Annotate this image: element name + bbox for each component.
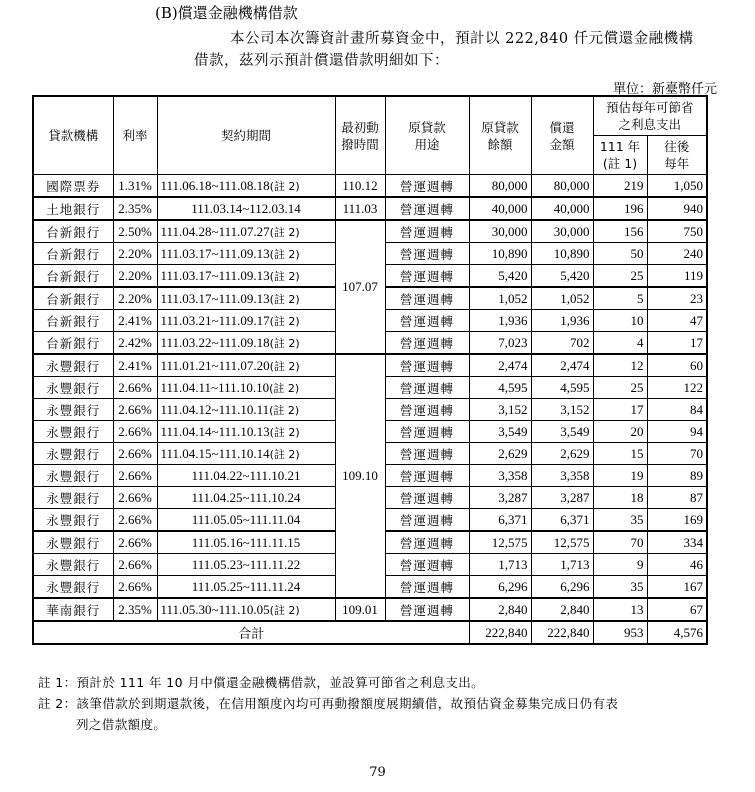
cell-y111: 35 [593, 576, 647, 599]
note-ref: (註 2) [269, 292, 300, 306]
period-text: 111.04.28~111.07.27 [160, 223, 270, 239]
cell-use: 營運週轉 [385, 421, 469, 443]
cell-balance: 1,936 [469, 310, 531, 332]
period-text: 111.04.15~111.10.14 [160, 445, 270, 461]
cell-period [157, 220, 335, 243]
cell-use: 營運週轉 [385, 576, 469, 599]
cell-y111: 13 [593, 598, 647, 621]
cell-period [157, 287, 335, 310]
cell-period [157, 509, 335, 532]
cell-period [157, 354, 335, 377]
cell-period [157, 465, 335, 487]
table-row [33, 197, 707, 220]
cell-period [157, 377, 335, 399]
cell-bank: 永豐銀行 [33, 354, 113, 377]
cell-rate: 2.66% [113, 377, 157, 399]
cell-repay: 1,713 [531, 554, 593, 576]
cell-later: 94 [647, 421, 707, 443]
table-body [33, 175, 707, 645]
cell-later: 84 [647, 399, 707, 421]
cell-balance: 7,023 [469, 332, 531, 355]
period-text: 111.05.25~111.11.24 [191, 578, 301, 594]
cell-y111: 219 [593, 175, 647, 198]
cell-period [157, 175, 335, 198]
cell-use: 營運週轉 [385, 443, 469, 465]
cell-use: 營運週轉 [385, 310, 469, 332]
cell-repay: 2,629 [531, 443, 593, 465]
cell-repay: 3,287 [531, 487, 593, 509]
period-text: 111.03.17~111.09.13 [160, 267, 270, 283]
cell-later: 46 [647, 554, 707, 576]
cell-repay: 2,474 [531, 354, 593, 377]
cell-balance: 1,052 [469, 287, 531, 310]
cell-y111: 18 [593, 487, 647, 509]
note-ref: (註 2) [269, 269, 300, 283]
period-text: 111.05.05~111.11.04 [191, 511, 301, 527]
cell-rate: 2.35% [113, 197, 157, 220]
cell-rate: 2.41% [113, 310, 157, 332]
cell-balance: 3,152 [469, 399, 531, 421]
cell-period [157, 554, 335, 576]
loan-repayment-table [32, 95, 708, 645]
cell-repay: 10,890 [531, 243, 593, 265]
cell-rate: 2.35% [113, 598, 157, 621]
cell-balance: 10,890 [469, 243, 531, 265]
cell-bank: 永豐銀行 [33, 421, 113, 443]
cell-use: 營運週轉 [385, 287, 469, 310]
note-ref: (註 2) [269, 381, 300, 395]
cell-period [157, 332, 335, 355]
cell-y111: 15 [593, 443, 647, 465]
cell-use: 營運週轉 [385, 554, 469, 576]
cell-bank: 台新銀行 [33, 243, 113, 265]
cell-later: 67 [647, 598, 707, 621]
cell-rate: 2.66% [113, 487, 157, 509]
cell-y111: 19 [593, 465, 647, 487]
cell-period [157, 243, 335, 265]
note-ref: (註 2) [269, 425, 300, 439]
period-text: 111.04.25~111.10.24 [191, 489, 301, 505]
cell-y111: 50 [593, 243, 647, 265]
cell-period [157, 487, 335, 509]
cell-period [157, 265, 335, 288]
note-ref: (註 2) [269, 179, 300, 193]
header-bank: 貸款機構 [33, 96, 113, 175]
cell-use: 營運週轉 [385, 332, 469, 355]
total-y111: 953 [593, 621, 647, 644]
cell-period [157, 598, 335, 621]
cell-period [157, 576, 335, 599]
cell-use: 營運週轉 [385, 265, 469, 288]
cell-use: 營運週轉 [385, 598, 469, 621]
cell-balance: 12,575 [469, 531, 531, 554]
cell-balance: 40,000 [469, 197, 531, 220]
cell-rate: 2.66% [113, 465, 157, 487]
table-row [33, 354, 707, 377]
cell-rate: 2.20% [113, 243, 157, 265]
footnote-2-cont: 列之借款額度。 [76, 717, 167, 732]
period-text: 111.06.18~111.08.18 [160, 177, 270, 193]
cell-bank: 永豐銀行 [33, 487, 113, 509]
header-later: 往後 每年 [647, 136, 707, 175]
cell-rate: 2.66% [113, 576, 157, 599]
cell-y111: 5 [593, 287, 647, 310]
cell-repay: 1,052 [531, 287, 593, 310]
cell-bank: 永豐銀行 [33, 465, 113, 487]
cell-use: 營運週轉 [385, 465, 469, 487]
cell-rate: 2.20% [113, 265, 157, 288]
header-repay: 償還 金額 [531, 96, 593, 175]
cell-balance: 6,371 [469, 509, 531, 532]
cell-bank: 台新銀行 [33, 310, 113, 332]
period-text: 111.05.16~111.11.15 [191, 534, 301, 550]
cell-bank: 永豐銀行 [33, 443, 113, 465]
cell-rate: 2.20% [113, 287, 157, 310]
cell-bank: 國際票券 [33, 175, 113, 198]
section-heading: (B)償還金融機構借款 [155, 4, 298, 22]
intro-line-2: 借款，茲列示預計償還借款明細如下： [194, 53, 449, 69]
cell-period [157, 443, 335, 465]
cell-balance: 5,420 [469, 265, 531, 288]
cell-first-draw: 111.03 [335, 197, 385, 220]
cell-bank: 台新銀行 [33, 287, 113, 310]
cell-balance: 30,000 [469, 220, 531, 243]
cell-y111: 9 [593, 554, 647, 576]
footnote-1: 註 1：預計於 111 年 10 月中償還金融機構借款，並設算可節省之利息支出。 [38, 675, 485, 690]
cell-rate: 2.66% [113, 421, 157, 443]
cell-y111: 4 [593, 332, 647, 355]
cell-rate: 2.66% [113, 443, 157, 465]
header-orig-balance: 原貸款 餘額 [469, 96, 531, 175]
note-ref: (註 2) [269, 403, 300, 417]
cell-rate: 2.66% [113, 509, 157, 532]
header-first-draw: 最初動 撥時間 [335, 96, 385, 175]
cell-bank: 台新銀行 [33, 220, 113, 243]
note-ref: (註 2) [269, 336, 300, 350]
cell-period [157, 531, 335, 554]
cell-use: 營運週轉 [385, 487, 469, 509]
cell-rate: 2.66% [113, 531, 157, 554]
cell-later: 87 [647, 487, 707, 509]
cell-y111: 25 [593, 377, 647, 399]
cell-bank: 台新銀行 [33, 265, 113, 288]
cell-rate: 2.42% [113, 332, 157, 355]
cell-rate: 2.41% [113, 354, 157, 377]
cell-period [157, 197, 335, 220]
cell-balance: 4,595 [469, 377, 531, 399]
cell-repay: 702 [531, 332, 593, 355]
cell-later: 750 [647, 220, 707, 243]
cell-y111: 25 [593, 265, 647, 288]
period-text: 111.03.22~111.09.18 [160, 334, 270, 350]
cell-bank: 永豐銀行 [33, 576, 113, 599]
cell-later: 122 [647, 377, 707, 399]
period-text: 111.03.21~111.09.17 [160, 312, 270, 328]
cell-later: 119 [647, 265, 707, 288]
cell-y111: 12 [593, 354, 647, 377]
table-row [33, 220, 707, 243]
cell-later: 940 [647, 197, 707, 220]
cell-balance: 6,296 [469, 576, 531, 599]
period-text: 111.01.21~111.07.20 [160, 357, 270, 373]
cell-use: 營運週轉 [385, 197, 469, 220]
cell-repay: 3,358 [531, 465, 593, 487]
cell-later: 167 [647, 576, 707, 599]
cell-rate: 1.31% [113, 175, 157, 198]
note-ref: (註 2) [269, 314, 300, 328]
header-rate: 利率 [113, 96, 157, 175]
cell-bank: 土地銀行 [33, 197, 113, 220]
cell-use: 營運週轉 [385, 531, 469, 554]
cell-y111: 156 [593, 220, 647, 243]
cell-repay: 6,371 [531, 509, 593, 532]
cell-repay: 3,152 [531, 399, 593, 421]
cell-first-draw: 109.01 [335, 598, 385, 621]
cell-first-draw: 107.07 [335, 220, 385, 354]
page-number: 79 [369, 765, 386, 780]
note-ref: (註 2) [269, 447, 300, 461]
cell-rate: 2.66% [113, 554, 157, 576]
cell-later: 334 [647, 531, 707, 554]
period-text: 111.03.17~111.09.13 [160, 245, 270, 261]
note-ref: (註 2) [269, 225, 300, 239]
total-row [33, 621, 707, 644]
cell-use: 營運週轉 [385, 175, 469, 198]
cell-bank: 永豐銀行 [33, 399, 113, 421]
cell-period [157, 310, 335, 332]
total-later: 4,576 [647, 621, 707, 644]
cell-y111: 10 [593, 310, 647, 332]
footnote-2: 註 2：該筆借款於到期還款後，在信用額度內均可再動撥額度展期續借，故預估資金募集完成日仍有表 [38, 696, 619, 711]
cell-repay: 3,549 [531, 421, 593, 443]
cell-use: 營運週轉 [385, 243, 469, 265]
cell-use: 營運週轉 [385, 509, 469, 532]
cell-y111: 17 [593, 399, 647, 421]
cell-bank: 台新銀行 [33, 332, 113, 355]
period-text: 111.04.22~111.10.21 [191, 467, 301, 483]
header-saving: 預估每年可節省 之利息支出 [593, 96, 707, 136]
cell-balance: 3,287 [469, 487, 531, 509]
cell-period [157, 421, 335, 443]
cell-repay: 1,936 [531, 310, 593, 332]
cell-repay: 2,840 [531, 598, 593, 621]
cell-bank: 永豐銀行 [33, 531, 113, 554]
cell-later: 17 [647, 332, 707, 355]
cell-repay: 5,420 [531, 265, 593, 288]
cell-bank: 永豐銀行 [33, 509, 113, 532]
intro-paragraph [162, 28, 727, 72]
cell-bank: 永豐銀行 [33, 377, 113, 399]
period-text: 111.04.14~111.10.13 [160, 423, 270, 439]
cell-repay: 12,575 [531, 531, 593, 554]
cell-first-draw: 109.10 [335, 354, 385, 598]
cell-y111: 35 [593, 509, 647, 532]
cell-balance: 2,474 [469, 354, 531, 377]
cell-balance: 3,549 [469, 421, 531, 443]
note-ref: (註 2) [269, 359, 300, 373]
period-text: 111.05.30~111.10.05 [160, 601, 270, 617]
cell-later: 89 [647, 465, 707, 487]
note-ref: (註 2) [269, 247, 300, 261]
cell-balance: 2,840 [469, 598, 531, 621]
cell-repay: 30,000 [531, 220, 593, 243]
period-text: 111.04.12~111.10.11 [160, 401, 270, 417]
total-balance: 222,840 [469, 621, 531, 644]
cell-rate: 2.66% [113, 399, 157, 421]
cell-use: 營運週轉 [385, 399, 469, 421]
cell-repay: 6,296 [531, 576, 593, 599]
cell-later: 1,050 [647, 175, 707, 198]
cell-later: 169 [647, 509, 707, 532]
header-orig-use: 原貸款 用途 [385, 96, 469, 175]
cell-repay: 4,595 [531, 377, 593, 399]
table-row [33, 598, 707, 621]
cell-later: 240 [647, 243, 707, 265]
table-row [33, 175, 707, 198]
cell-later: 60 [647, 354, 707, 377]
period-text: 111.04.11~111.10.10 [160, 379, 270, 395]
cell-balance: 1,713 [469, 554, 531, 576]
cell-use: 營運週轉 [385, 354, 469, 377]
cell-y111: 20 [593, 421, 647, 443]
note-ref: (註 2) [269, 603, 300, 617]
total-label: 合計 [33, 621, 469, 644]
total-repay: 222,840 [531, 621, 593, 644]
cell-later: 23 [647, 287, 707, 310]
cell-rate: 2.50% [113, 220, 157, 243]
period-text: 111.03.14~112.03.14 [191, 200, 301, 216]
cell-period [157, 399, 335, 421]
cell-first-draw: 110.12 [335, 175, 385, 198]
unit-label: 單位：新臺幣仟元 [612, 82, 717, 97]
period-text: 111.03.17~111.09.13 [160, 290, 270, 306]
header-period: 契約期間 [157, 96, 335, 175]
cell-repay: 40,000 [531, 197, 593, 220]
cell-use: 營運週轉 [385, 377, 469, 399]
cell-balance: 80,000 [469, 175, 531, 198]
footnotes [38, 672, 728, 735]
cell-balance: 2,629 [469, 443, 531, 465]
cell-later: 47 [647, 310, 707, 332]
header-y111: 111 年 (註 1) [593, 136, 647, 175]
cell-bank: 永豐銀行 [33, 554, 113, 576]
cell-y111: 196 [593, 197, 647, 220]
cell-y111: 70 [593, 531, 647, 554]
cell-balance: 3,358 [469, 465, 531, 487]
cell-bank: 華南銀行 [33, 598, 113, 621]
period-text: 111.05.23~111.11.22 [191, 556, 301, 572]
cell-repay: 80,000 [531, 175, 593, 198]
cell-use: 營運週轉 [385, 220, 469, 243]
cell-later: 70 [647, 443, 707, 465]
intro-line-1: 本公司本次籌資計畫所募資金中，預計以 222,840 仟元償還金融機構 [230, 31, 694, 47]
